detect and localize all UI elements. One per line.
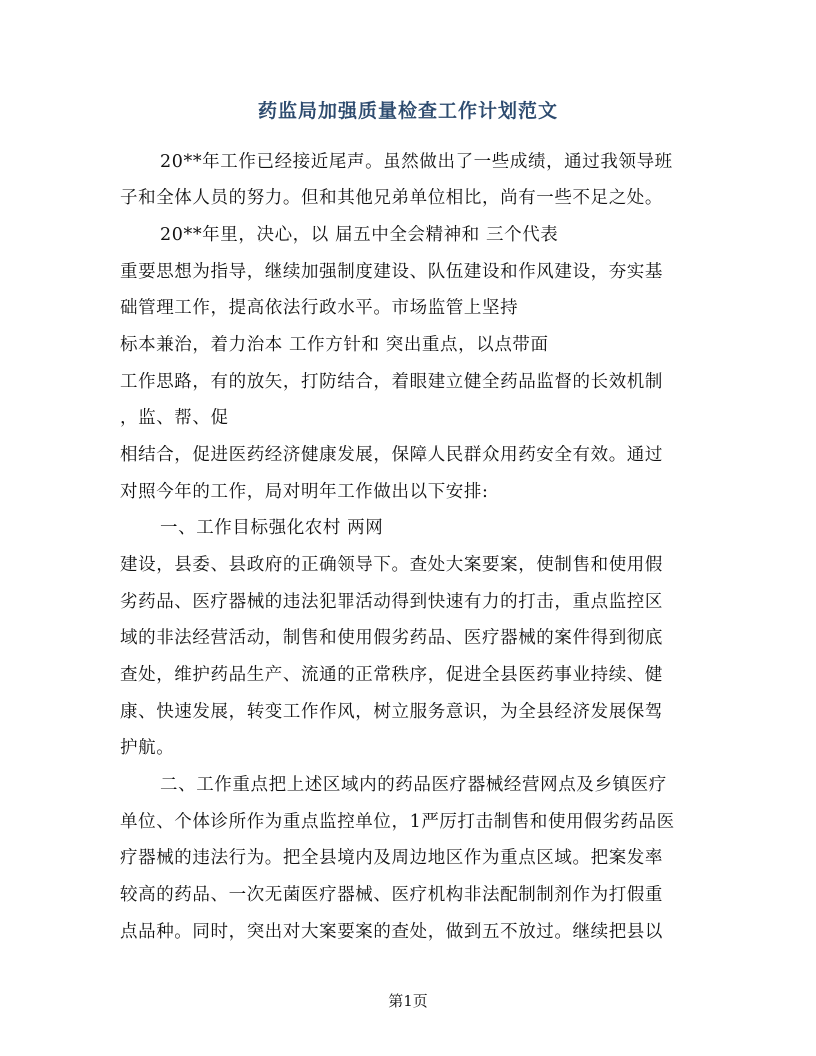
paragraph-line: 查处，维护药品生产、流通的正常秩序，促进全县医药事业持续、健 bbox=[120, 665, 663, 685]
section-heading: 二、工作重点把上述区域内的药品医疗器械经营网点及乡镇医疗 bbox=[160, 775, 667, 795]
paragraph-line: 点品种。同时，突出对大案要案的查处，做到五不放过。继续把县以 bbox=[120, 922, 663, 942]
paragraph-line: 较高的药品、一次无菌医疗器械、医疗机构非法配制制剂作为打假重 bbox=[120, 885, 663, 905]
paragraph-line: 标本兼治，着力治本 工作方针和 突出重点，以点带面 bbox=[120, 335, 549, 355]
paragraph-line: 建设，县委、县政府的正确领导下。查处大案要案，使制售和使用假 bbox=[120, 555, 663, 575]
paragraph-line: 劣药品、医疗器械的违法犯罪活动得到快速有力的打击，重点监控区 bbox=[120, 592, 663, 612]
paragraph-line: 疗器械的违法行为。把全县境内及周边地区作为重点区域。把案发率 bbox=[120, 848, 663, 868]
paragraph-line: 工作思路，有的放矢，打防结合，着眼建立健全药品监督的长效机制 bbox=[120, 372, 663, 392]
paragraph-line: 20**年工作已经接近尾声。虽然做出了一些成绩，通过我领导班 bbox=[160, 152, 673, 172]
section-heading: 一、工作目标强化农村 两网 bbox=[160, 518, 384, 538]
paragraph-line: 相结合，促进医药经济健康发展，保障人民群众用药安全有效。通过 bbox=[120, 445, 663, 465]
paragraph-line: 20**年里，决心，以 届五中全会精神和 三个代表 bbox=[160, 225, 559, 245]
paragraph-line: 域的非法经营活动，制售和使用假劣药品、医疗器械的案件得到彻底 bbox=[120, 628, 663, 648]
paragraph-line: 重要思想为指导，继续加强制度建设、队伍建设和作风建设，夯实基 bbox=[120, 262, 663, 282]
paragraph-line: 础管理工作，提高依法行政水平。市场监管上坚持 bbox=[120, 298, 519, 318]
page-number: 第1页 bbox=[388, 992, 428, 1010]
paragraph-line: 康、快速发展，转变工作作风，树立服务意识，为全县经济发展保驾 bbox=[120, 702, 663, 722]
paragraph-line: ，监、帮、促 bbox=[120, 408, 229, 428]
paragraph-line: 护航。 bbox=[120, 738, 175, 758]
paragraph-line: 子和全体人员的努力。但和其他兄弟单位相比，尚有一些不足之处。 bbox=[120, 188, 663, 208]
document-title: 药监局加强质量检查工作计划范文 bbox=[257, 100, 558, 122]
paragraph-line: 单位、个体诊所作为重点监控单位，1严厉打击制售和使用假劣药品医 bbox=[120, 812, 675, 832]
paragraph-line: 对照今年的工作，局对明年工作做出以下安排: bbox=[120, 482, 489, 502]
